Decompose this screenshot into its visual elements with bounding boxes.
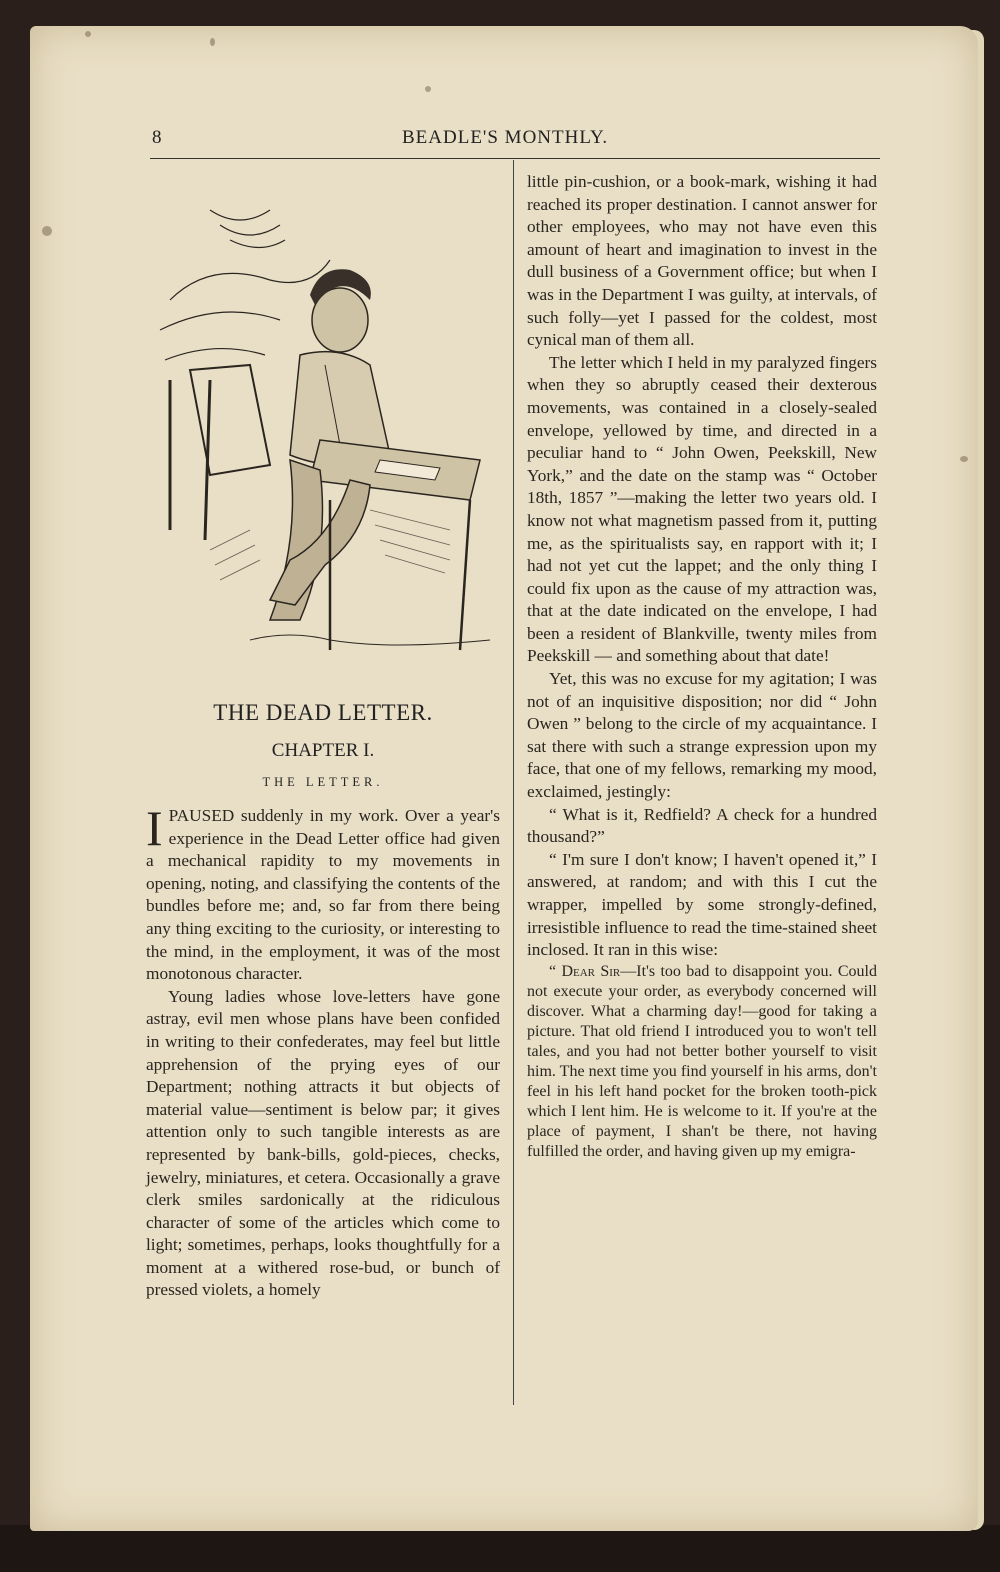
man-reading-letter-engraving-icon <box>150 190 502 680</box>
letter-salutation: “ Dear Sir <box>549 962 621 980</box>
letter-quote <box>527 962 877 1162</box>
foxing-spot <box>425 86 431 92</box>
paragraph: Young ladies whose love-letters have gone astray, evil men whose plans have been confided in writing to their confederates, may feel but little apprehension of the prying eyes of our Department; nothing attracts it but objects of material value—sentiment is below par; it gives attention only to such tangible interests as are represented by bank-bills, gold-pieces, checks, jewelry, miniatures, et cetera. Occasionally a grave clerk smiles sardonically at the ridiculous character of some of the articles which come to light; sometimes, perhaps, looks thoughtfully for a moment at a withered rose-bud, or bunch of pressed violets, a homely <box>146 986 500 1300</box>
foxing-spot <box>42 226 52 236</box>
left-text-column <box>146 800 500 1302</box>
paragraph: “ I'm sure I don't know; I haven't opened it,” I answered, at random; and with this I cut the wrapper, impelled by some strongly-defined, irresistible influence to read the time-stained sheet inclosed. It ran in this wise: <box>527 849 877 960</box>
column-divider <box>513 160 514 1405</box>
letter-body: —It's too bad to disappoint you. Could not execute your order, as everybody concerned will discover. What a charming day!—good for taking a picture. That old friend I introduced you to won't tell tales, and you had not better bother yourself to visit him. The next time you find yourself in his arms, don't feel in his left hand pocket for the broken tooth-pick which I lent him. He is welcome to it. If you're at the place of payment, I shan't be there, not having fulfilled the order, and having given up my emigra- <box>527 962 877 1160</box>
foxing-spot <box>210 38 215 46</box>
page-number: 8 <box>152 127 162 148</box>
page-header <box>152 125 878 157</box>
article-title: THE DEAD LETTER. <box>213 700 433 725</box>
foxing-spot <box>85 31 91 37</box>
right-text-column <box>527 171 877 1162</box>
header-rule <box>150 158 880 159</box>
foxing-spot <box>960 456 968 462</box>
paragraph: The letter which I held in my paralyzed fingers when they so abruptly ceased their dexterous movements, was contained in a closely-sealed envelope, yellowed by time, and directed in a peculiar hand to “ John Owen, Peekskill, New York,” and the date on the stamp was “ October 18th, 1857 ”—making the letter two years old. I know not what magnetism passed from it, putting me, as the spiritualists say, en rapport with it; I had not yet cut the lappet; and the only thing I could fix upon as the cause of my attraction was, that at the date indicated on the envelope, I had been a resident of Blankville, twenty miles from Peekskill — and something about that date! <box>527 352 877 666</box>
paragraph <box>146 800 500 986</box>
paragraph-text: PAUSED suddenly in my work. Over a year's experience in the Dead Letter office had given a mechanical rapidity to my movements in opening, noting, and classifying the contents of the bundles before me; and, so far from there being any thing exciting to the curiosity, or interesting to the mind, in the employment, it was of the most monotonous character. <box>146 806 500 984</box>
paragraph: Yet, this was no excuse for my agitation; I was not of an inquisitive disposition; nor did “ John Owen ” belong to the circle of my acquaintance. I sat there with such a strange expression upon my face, that one of my fellows, remarking my mood, exclaimed, jestingly: <box>527 669 877 802</box>
chapter-subheading: THE LETTER. <box>262 775 384 789</box>
chapter-heading: CHAPTER I. <box>271 740 375 761</box>
paragraph: little pin-cushion, or a book-mark, wishing it had reached its proper destination. I cannot answer for other employees, who may not have even this amount of heart and imagination to invest in the dull business of a Government office; but when I was in the Department I was guilty, at intervals, of such folly—yet I passed for the coldest, most cynical man of them all. <box>527 172 877 350</box>
paragraph: “ What is it, Redfield? A check for a hundred thousand?” <box>527 804 877 847</box>
book-spine-background <box>0 1525 1000 1572</box>
running-title: BEADLE'S MONTHLY. <box>402 127 609 148</box>
drop-cap: I <box>146 800 163 856</box>
